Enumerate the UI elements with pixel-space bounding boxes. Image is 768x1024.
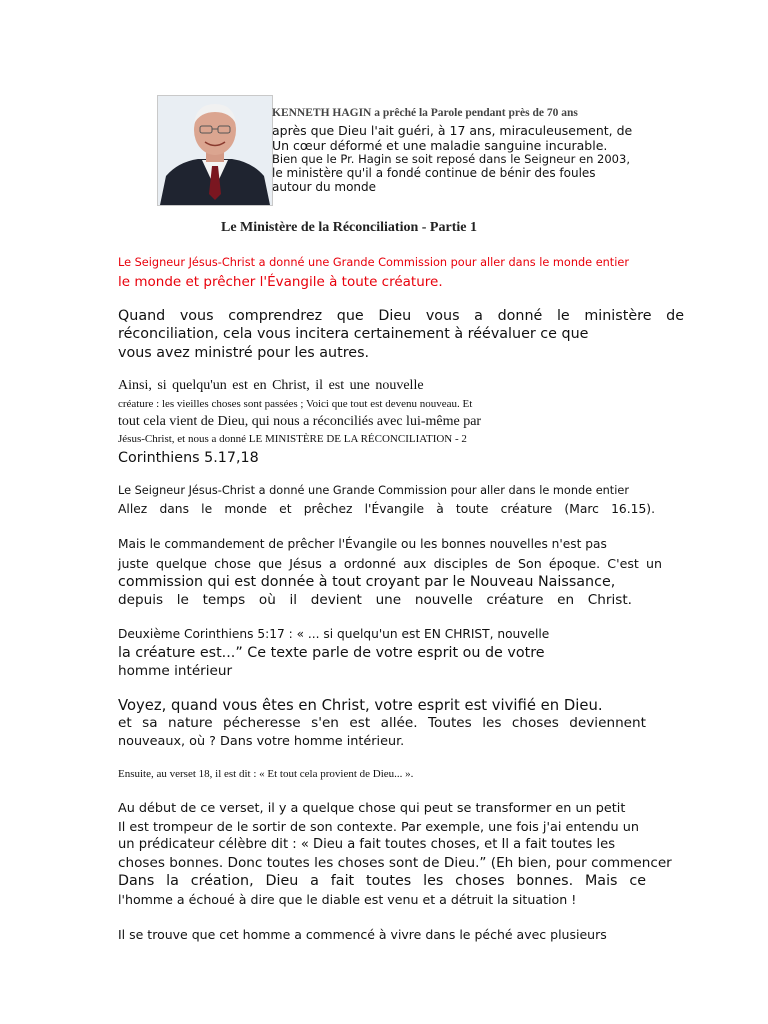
- quote-line-5: Corinthiens 5.17,18: [118, 450, 259, 466]
- quote-line-4: Jésus-Christ, et nous a donné LE MINISTÈRE DE LA RÉCONCILIATION - 2: [118, 433, 467, 445]
- quote-line-3: tout cela vient de Dieu, qui nous a réconciliés avec lui-même par: [118, 414, 482, 429]
- para7-line-5: Dans la création, Dieu a fait toutes les choses bonnes. Mais ce: [118, 873, 646, 889]
- intro-line-1: Le Seigneur Jésus-Christ a donné une Grande Commission pour aller dans le monde entier: [118, 256, 629, 269]
- para2-line-1: Le Seigneur Jésus-Christ a donné une Grande Commission pour aller dans le monde entier: [118, 484, 629, 497]
- para1-line-1: Quand vous comprendrez que Dieu vous a donné le ministère de: [118, 308, 684, 324]
- quote-line-1: Ainsi, si quelqu'un est en Christ, il est une nouvelle: [118, 378, 424, 393]
- bio-line-4: Bien que le Pr. Hagin se soit reposé dans le Seigneur en 2003,: [272, 152, 630, 166]
- page-title: Le Ministère de la Réconciliation - Partie 1: [221, 220, 477, 235]
- para7-line-6: l'homme a échoué à dire que le diable est venu et a détruit la situation !: [118, 892, 577, 907]
- para5-line-3: nouveaux, où ? Dans votre homme intérieur.: [118, 734, 405, 749]
- para4-line-2: la créature est...” Ce texte parle de votre esprit ou de votre: [118, 645, 545, 661]
- bio-line-3: Un cœur déformé et une maladie sanguine incurable.: [272, 138, 608, 153]
- bio-line-2: après que Dieu l'ait guéri, à 17 ans, miraculeusement, de: [272, 123, 633, 138]
- quote-line-2: créature : les vieilles choses sont passées ; Voici que tout est devenu nouveau. Et: [118, 398, 473, 410]
- para2-line-2: Allez dans le monde et prêchez l'Évangile à toute créature (Marc 16.15).: [118, 502, 655, 516]
- para5-line-2: et sa nature pécheresse s'en est allée. Toutes les choses deviennent: [118, 715, 646, 731]
- para7-line-4: choses bonnes. Donc toutes les choses sont de Dieu.” (Eh bien, pour commencer: [118, 855, 672, 871]
- para3-line-4: depuis le temps où il devient une nouvelle créature en Christ.: [118, 592, 632, 608]
- para3-line-2: juste quelque chose que Jésus a ordonné aux disciples de Son époque. C'est un: [118, 556, 662, 571]
- bio-line-1: KENNETH HAGIN a prêché la Parole pendant près de 70 ans: [272, 107, 578, 119]
- author-portrait: [157, 95, 273, 206]
- para1-line-2: réconciliation, cela vous incitera certainement à réévaluer ce que: [118, 326, 589, 342]
- para4-line-1: Deuxième Corinthiens 5:17 : « ... si quelqu'un est EN CHRIST, nouvelle: [118, 627, 550, 641]
- para6-line-1: Ensuite, au verset 18, il est dit : « Et tout cela provient de Dieu... ».: [118, 768, 414, 780]
- para3-line-3: commission qui est donnée à tout croyant par le Nouveau Naissance,: [118, 574, 616, 590]
- intro-line-2: le monde et prêcher l'Évangile à toute créature.: [118, 274, 443, 290]
- para4-line-3: homme intérieur: [118, 663, 233, 679]
- bio-line-6: autour du monde: [272, 180, 377, 194]
- para7-line-2: Il est trompeur de le sortir de son contexte. Par exemple, une fois j'ai entendu un: [118, 820, 639, 835]
- para3-line-1: Mais le commandement de prêcher l'Évangile ou les bonnes nouvelles n'est pas: [118, 537, 607, 551]
- para7-line-3: un prédicateur célèbre dit : « Dieu a fait toutes choses, et Il a fait toutes les: [118, 837, 616, 852]
- bio-line-5: le ministère qu'il a fondé continue de bénir des foules: [272, 166, 596, 180]
- para5-line-1: Voyez, quand vous êtes en Christ, votre esprit est vivifié en Dieu.: [118, 697, 603, 714]
- para8-line-1: Il se trouve que cet homme a commencé à vivre dans le péché avec plusieurs: [118, 927, 607, 942]
- para1-line-3: vous avez ministré pour les autres.: [118, 345, 370, 361]
- para7-line-1: Au début de ce verset, il y a quelque chose qui peut se transformer en un petit: [118, 801, 626, 816]
